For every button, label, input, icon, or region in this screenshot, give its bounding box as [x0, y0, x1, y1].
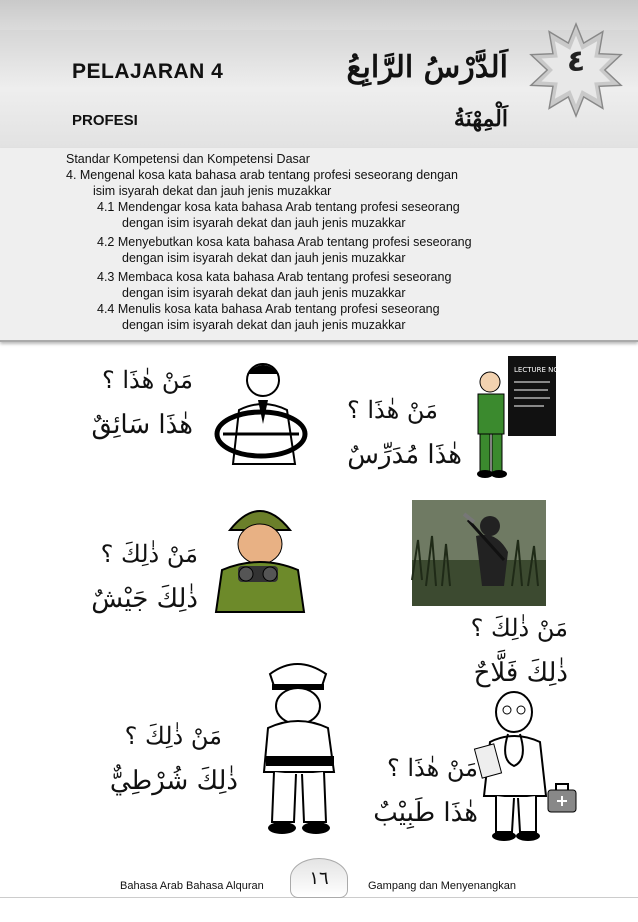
lesson-title-arabic: اَلدَّرْسُ الرَّابِعُ — [346, 50, 508, 85]
board-text: LECTURE NOTES — [514, 366, 573, 374]
competency-item-detail: dengan isim isyarah dekat dan jauh jenis muzakkar — [122, 216, 406, 230]
dialog-question: مَنْ هٰذَا ؟ — [346, 396, 438, 424]
topic-title-arabic: اَلْمِهْنَةُ — [453, 106, 508, 132]
dialog-answer: هٰذَا سَائِقٌ — [91, 410, 193, 440]
topic-title: PROFESI — [72, 112, 138, 129]
competency-item: 4.4 Menulis kosa kata bahasa Arab tentang profesi seseorang — [97, 302, 440, 316]
police-icon — [242, 652, 352, 836]
footer-right-text: Gampang dan Menyenangkan — [368, 880, 516, 892]
competency-item-detail: dengan isim isyarah dekat dan jauh jenis muzakkar — [122, 286, 406, 300]
competency-item-detail: dengan isim isyarah dekat dan jauh jenis muzakkar — [122, 318, 406, 332]
competency-item: 4.1 Mendengar kosa kata bahasa Arab tentang profesi seseorang — [97, 200, 460, 214]
dialog-question: مَنْ هٰذَا ؟ — [386, 754, 478, 782]
competency-item: 4.3 Membaca kosa kata bahasa Arab tentang profesi seseorang — [97, 270, 452, 284]
competency-heading: Standar Kompetensi dan Kompetensi Dasar — [66, 152, 310, 166]
dialog-question: مَنْ ذٰلِكَ ؟ — [470, 614, 568, 642]
lesson-title: PELAJARAN 4 — [72, 60, 224, 83]
dialog-answer: ذٰلِكَ فَلَّاحٌ — [473, 658, 568, 688]
dialog-answer: هٰذَا طَبِيْبٌ — [373, 798, 478, 828]
competency-line: 4. Mengenal kosa kata bahasa arab tentang profesi seseorang dengan — [66, 168, 458, 182]
driver-icon — [203, 354, 321, 466]
dialog-answer: ذٰلِكَ شُرْطِيٌّ — [109, 766, 238, 796]
competency-item: 4.2 Menyebutkan kosa kata bahasa Arab tentang profesi seseorang — [97, 235, 472, 249]
footer-left-text: Bahasa Arab Bahasa Alquran — [120, 880, 264, 892]
lesson-number: ٤ — [566, 44, 586, 79]
page-header — [0, 0, 638, 149]
competency-line: isim isyarah dekat dan jauh jenis muzakkar — [93, 184, 332, 198]
farmer-icon — [412, 500, 546, 606]
competency-box — [0, 148, 638, 342]
dialog-question: مَنْ ذٰلِكَ ؟ — [100, 540, 198, 568]
doctor-icon — [470, 686, 580, 842]
dialog-question: مَنْ هٰذَا ؟ — [101, 366, 193, 394]
dialog-answer: ذٰلِكَ جَيْشٌ — [91, 584, 198, 614]
dialog-answer: هٰذَا مُدَرِّسٌ — [347, 440, 462, 470]
soldier-icon — [208, 496, 312, 612]
teacher-icon — [468, 352, 573, 480]
page-number: ١٦ — [290, 858, 348, 898]
dialog-question: مَنْ ذٰلِكَ ؟ — [124, 722, 222, 750]
competency-item-detail: dengan isim isyarah dekat dan jauh jenis muzakkar — [122, 251, 406, 265]
